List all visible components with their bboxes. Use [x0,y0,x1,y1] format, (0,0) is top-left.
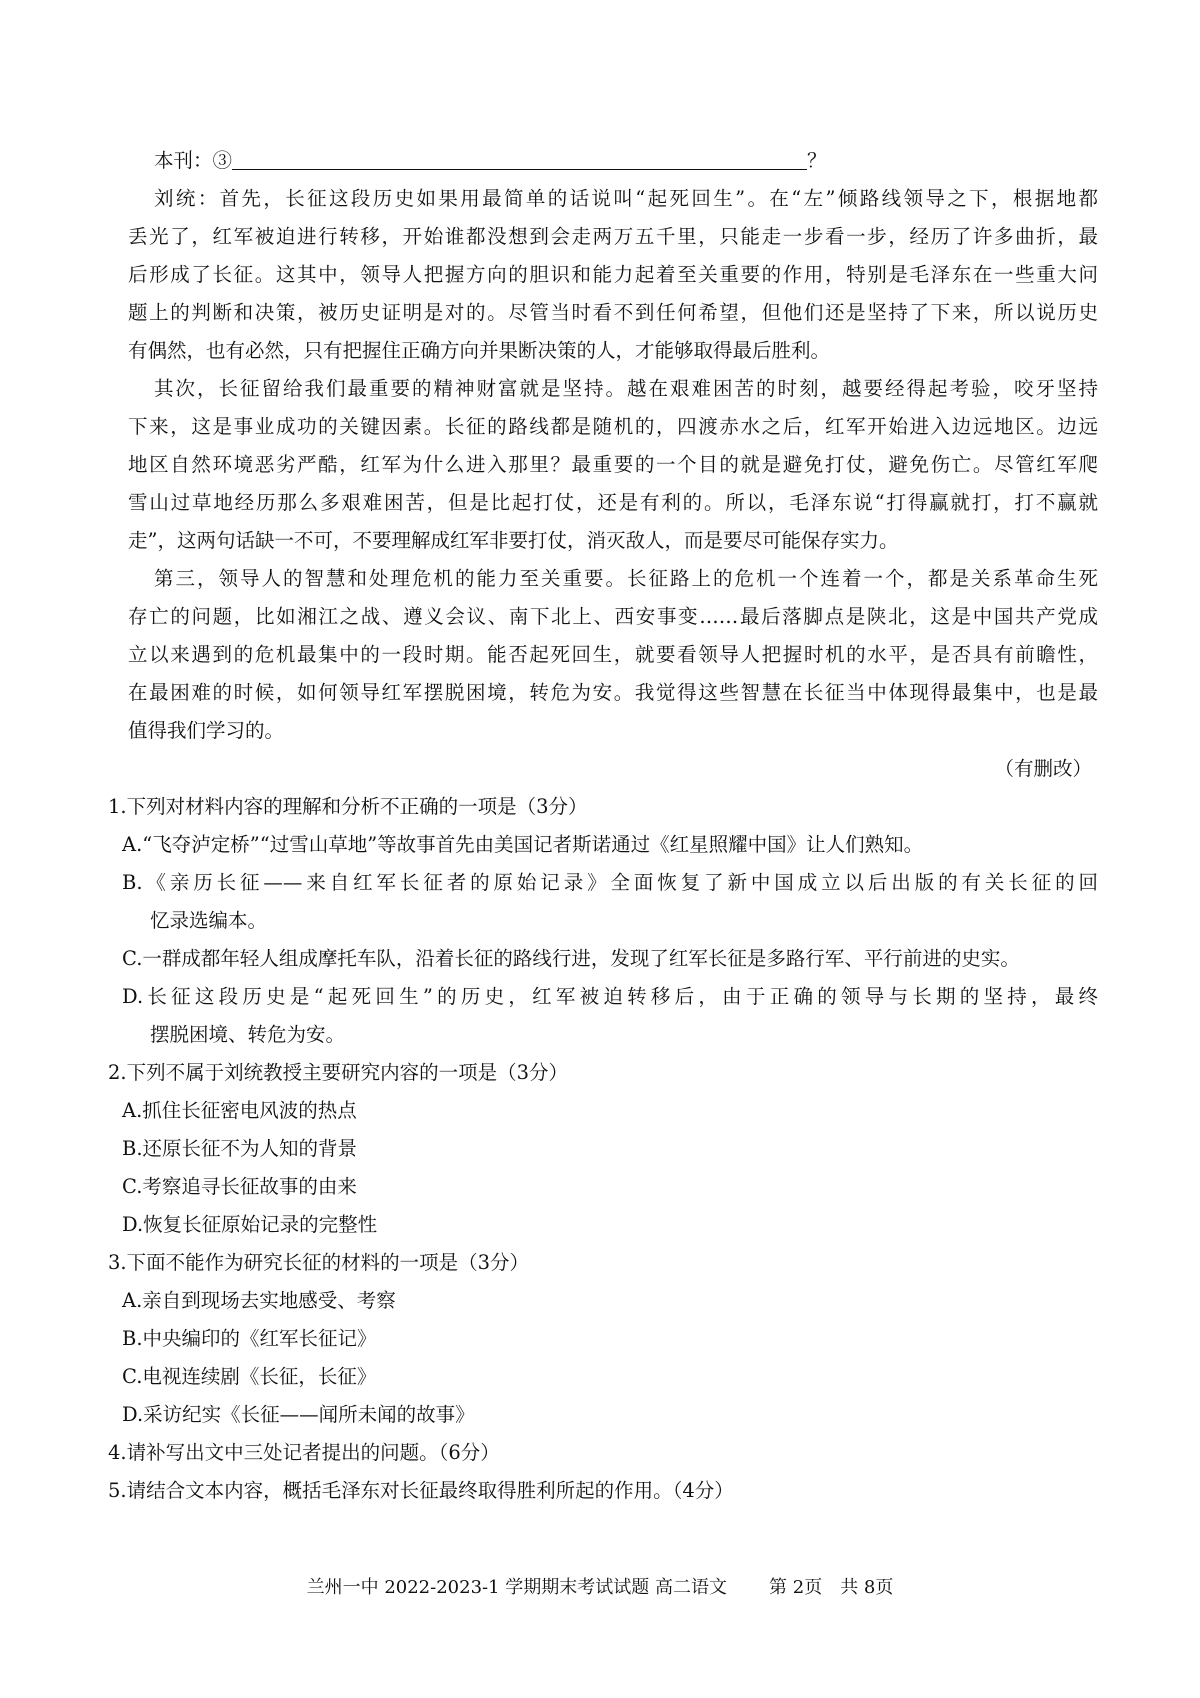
question-stem: 1.下列对材料内容的理解和分析不正确的一项是（3分） [108,795,588,818]
question-stem: 3.下面不能作为研究长征的材料的一项是（3分） [108,1251,530,1274]
paragraph-line: 有偶然，也有必然，只有把握住正确方向并果断决策的人，才能够取得最后胜利。 [128,339,831,362]
option-d: D.恢复长征原始记录的完整性 [122,1213,378,1236]
interview-question-3 [128,142,1098,180]
paragraph-line: 下来，这是事业成功的关键因素。长征的路线都是随机的，四渡赤水之后，红军开始进入边远地区。边远 [128,415,1098,438]
option-d: D.长征这段历史是“起死回生”的历史，红军被迫转移后，由于正确的领导与长期的坚持，最终 [122,985,1098,1008]
paragraph-line: 值得我们学习的。 [128,719,285,742]
question-2 [108,1054,1098,1244]
footer-title: 兰州一中 2022-2023-1 学期期末考试试题 高二语文 [306,1577,728,1598]
question-prefix: 本刊：③ [154,149,233,172]
option-d: D.采访纪实《长征——闻所未闻的故事》 [122,1403,475,1426]
paragraph-line: 立以来遇到的危机最集中的一段时期。能否起死回生，就要看领导人把握时机的水平，是否具有前瞻性， [128,643,1098,666]
option-b: B.还原长征不为人知的背景 [122,1137,358,1160]
answer-blank [232,147,807,170]
option-b-continued: 忆录选编本。 [150,909,268,932]
paragraph-line: 走”，这两句话缺一不可，不要理解成红军非要打仗，消灭敌人，而是要尽可能保存实力。 [128,529,899,552]
question-stem: 4.请补写出文中三处记者提出的问题。（6分） [108,1441,500,1464]
option-c: C.电视连续剧《长征，长征》 [122,1365,377,1388]
option-a: A.“飞夺泸定桥”“过雪山草地”等故事首先由美国记者斯诺通过《红星照耀中国》让人们熟知。 [122,833,924,856]
page-content [108,142,1098,1510]
paragraph-line: 题上的判断和决策，被历史证明是对的。尽管当时看不到任何希望，但他们还是坚持了下来，所以说历史 [128,301,1098,324]
question-5 [108,1472,1098,1510]
paragraph-line: 丢光了，红军被迫进行转移，开始谁都没想到会走两万五千里，只能走一步看一步，经历了许多曲折，最 [128,225,1098,248]
interview-paragraph-2 [128,370,1098,560]
question-3 [108,1244,1098,1434]
paragraph-line: 后形成了长征。这其中，领导人把握方向的胆识和能力起着至关重要的作用，特别是毛泽东在一些重大问 [128,263,1098,286]
question-suffix: ？ [807,149,827,172]
interview-paragraph-3 [128,560,1098,750]
question-1 [108,788,1098,1054]
paragraph-line: 刘统：首先，长征这段历史如果用最简单的话说叫“起死回生”。在“左”倾路线领导之下，根据地都 [154,187,1098,210]
option-c: C.一群成都年轻人组成摩托车队，沿着长征的路线行进，发现了红军长征是多路行军、平行前进的史实。 [122,947,1020,970]
option-b: B.《亲历长征——来自红军长征者的原始记录》全面恢复了新中国成立以后出版的有关长征的回 [122,871,1098,894]
paragraph-line: 其次，长征留给我们最重要的精神财富就是坚持。越在艰难困苦的时刻，越要经得起考验，咬牙坚持 [154,377,1098,400]
option-d-continued: 摆脱困境、转危为安。 [150,1023,346,1046]
interview-paragraph-1 [128,180,1098,370]
footer-page-number: 第 2页 共 8页 [769,1577,894,1598]
option-b: B.中央编印的《红军长征记》 [122,1327,377,1350]
option-a: A.抓住长征密电风波的热点 [122,1099,357,1122]
paragraph-line: 雪山过草地经历那么多艰难困苦，但是比起打仗，还是有利的。所以，毛泽东说“打得赢就打，打不赢就 [128,491,1098,514]
question-stem: 2.下列不属于刘统教授主要研究内容的一项是（3分） [108,1061,569,1084]
question-4 [108,1434,1098,1472]
paragraph-line: 地区自然环境恶劣严酷，红军为什么进入那里？最重要的一个目的就是避免打仗，避免伤亡。尽管红军爬 [128,453,1098,476]
option-c: C.考察追寻长征故事的由来 [122,1175,357,1198]
edit-note: （有删改） [994,757,1092,780]
paragraph-line: 第三，领导人的智慧和处理危机的能力至关重要。长征路上的危机一个连着一个，都是关系革命生死 [154,567,1098,590]
option-a: A.亲自到现场去实地感受、考察 [122,1289,396,1312]
question-stem: 5.请结合文本内容，概括毛泽东对长征最终取得胜利所起的作用。（4分） [108,1479,734,1502]
page-footer [0,1573,1200,1599]
paragraph-line: 在最困难的时候，如何领导红军摆脱困境，转危为安。我觉得这些智慧在长征当中体现得最集中，也是最 [128,681,1098,704]
paragraph-line: 存亡的问题，比如湘江之战、遵义会议、南下北上、西安事变……最后落脚点是陕北，这是中国共产党成 [128,605,1098,628]
